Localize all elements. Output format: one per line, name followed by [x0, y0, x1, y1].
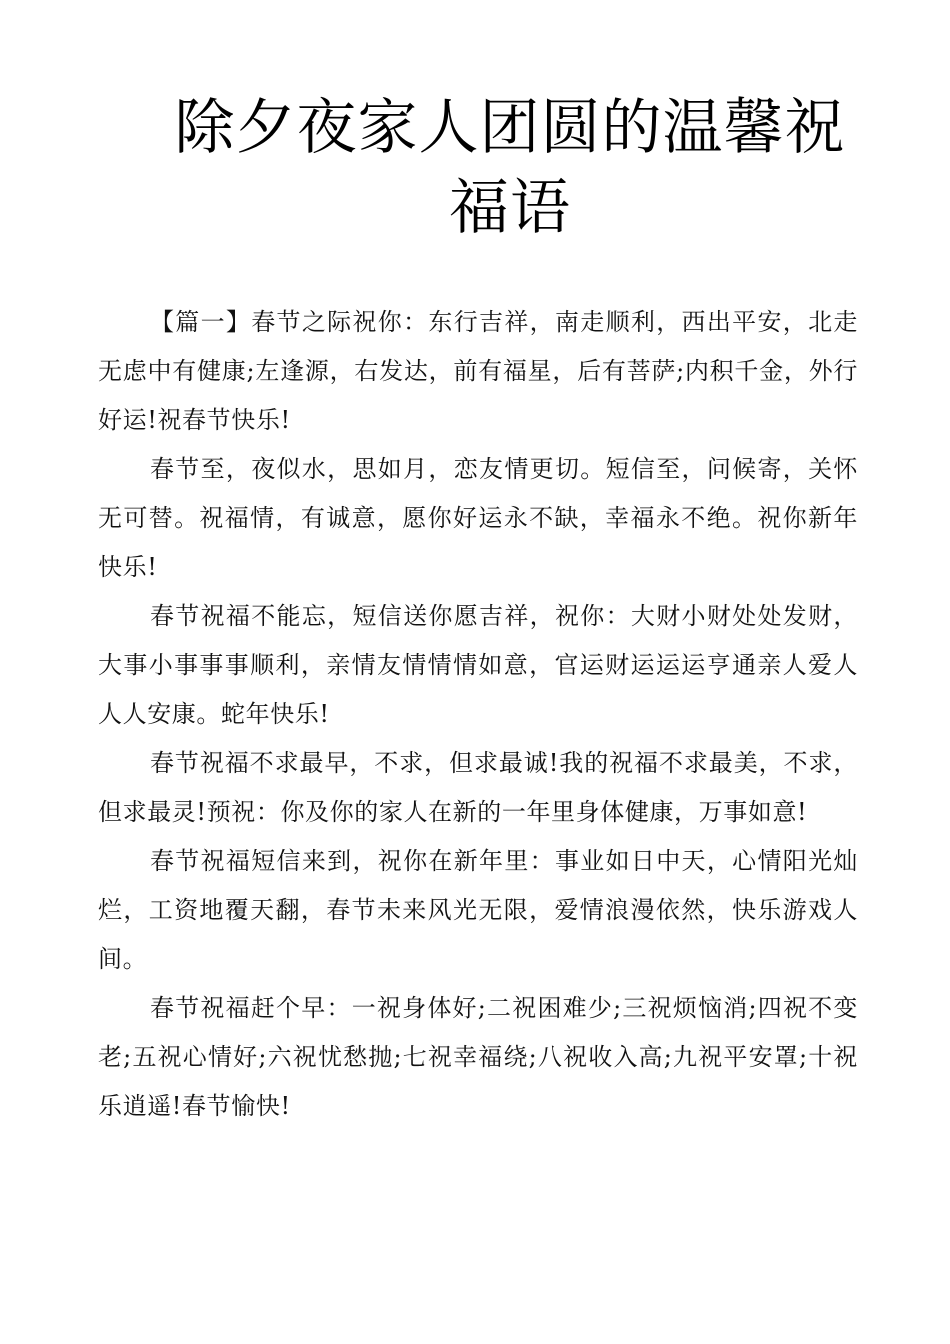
paragraph-1: 【篇一】春节之际祝你：东行吉祥，南走顺利，西出平安，北走无虑中有健康;左逢源，右发达，前有福星，后有菩萨;内积千金，外行好运!祝春节快乐! [98, 308, 858, 434]
paragraph-6: 春节祝福赶个早：一祝身体好;二祝困难少;三祝烦恼消;四祝不变老;五祝心情好;六祝忧愁抛;七祝幸福绕;八祝收入高;九祝平安罩;十祝乐逍遥!春节愉快! [98, 994, 858, 1120]
paragraph-2: 春节至，夜似水，思如月，恋友情更切。短信至，问候寄，关怀无可替。祝福情，有诚意，愿你好运永不缺，幸福永不绝。祝你新年快乐! [98, 455, 858, 581]
document-body [98, 298, 858, 1131]
paragraph-5: 春节祝福短信来到，祝你在新年里：事业如日中天，心情阳光灿烂，工资地覆天翻，春节未来风光无限，爱情浪漫依然，快乐游戏人间。 [98, 847, 858, 973]
paragraph-3: 春节祝福不能忘，短信送你愿吉祥，祝你：大财小财处处发财，大事小事事事顺利，亲情友情情情如意，官运财运运运亨通亲人爱人人人安康。蛇年快乐! [98, 602, 858, 728]
document-title: 除夕夜家人团圆的温馨祝福语 [174, 93, 846, 243]
paragraph-4: 春节祝福不求最早，不求，但求最诚!我的祝福不求最美，不求，但求最灵!预祝：你及你的家人在新的一年里身体健康，万事如意! [98, 749, 858, 826]
